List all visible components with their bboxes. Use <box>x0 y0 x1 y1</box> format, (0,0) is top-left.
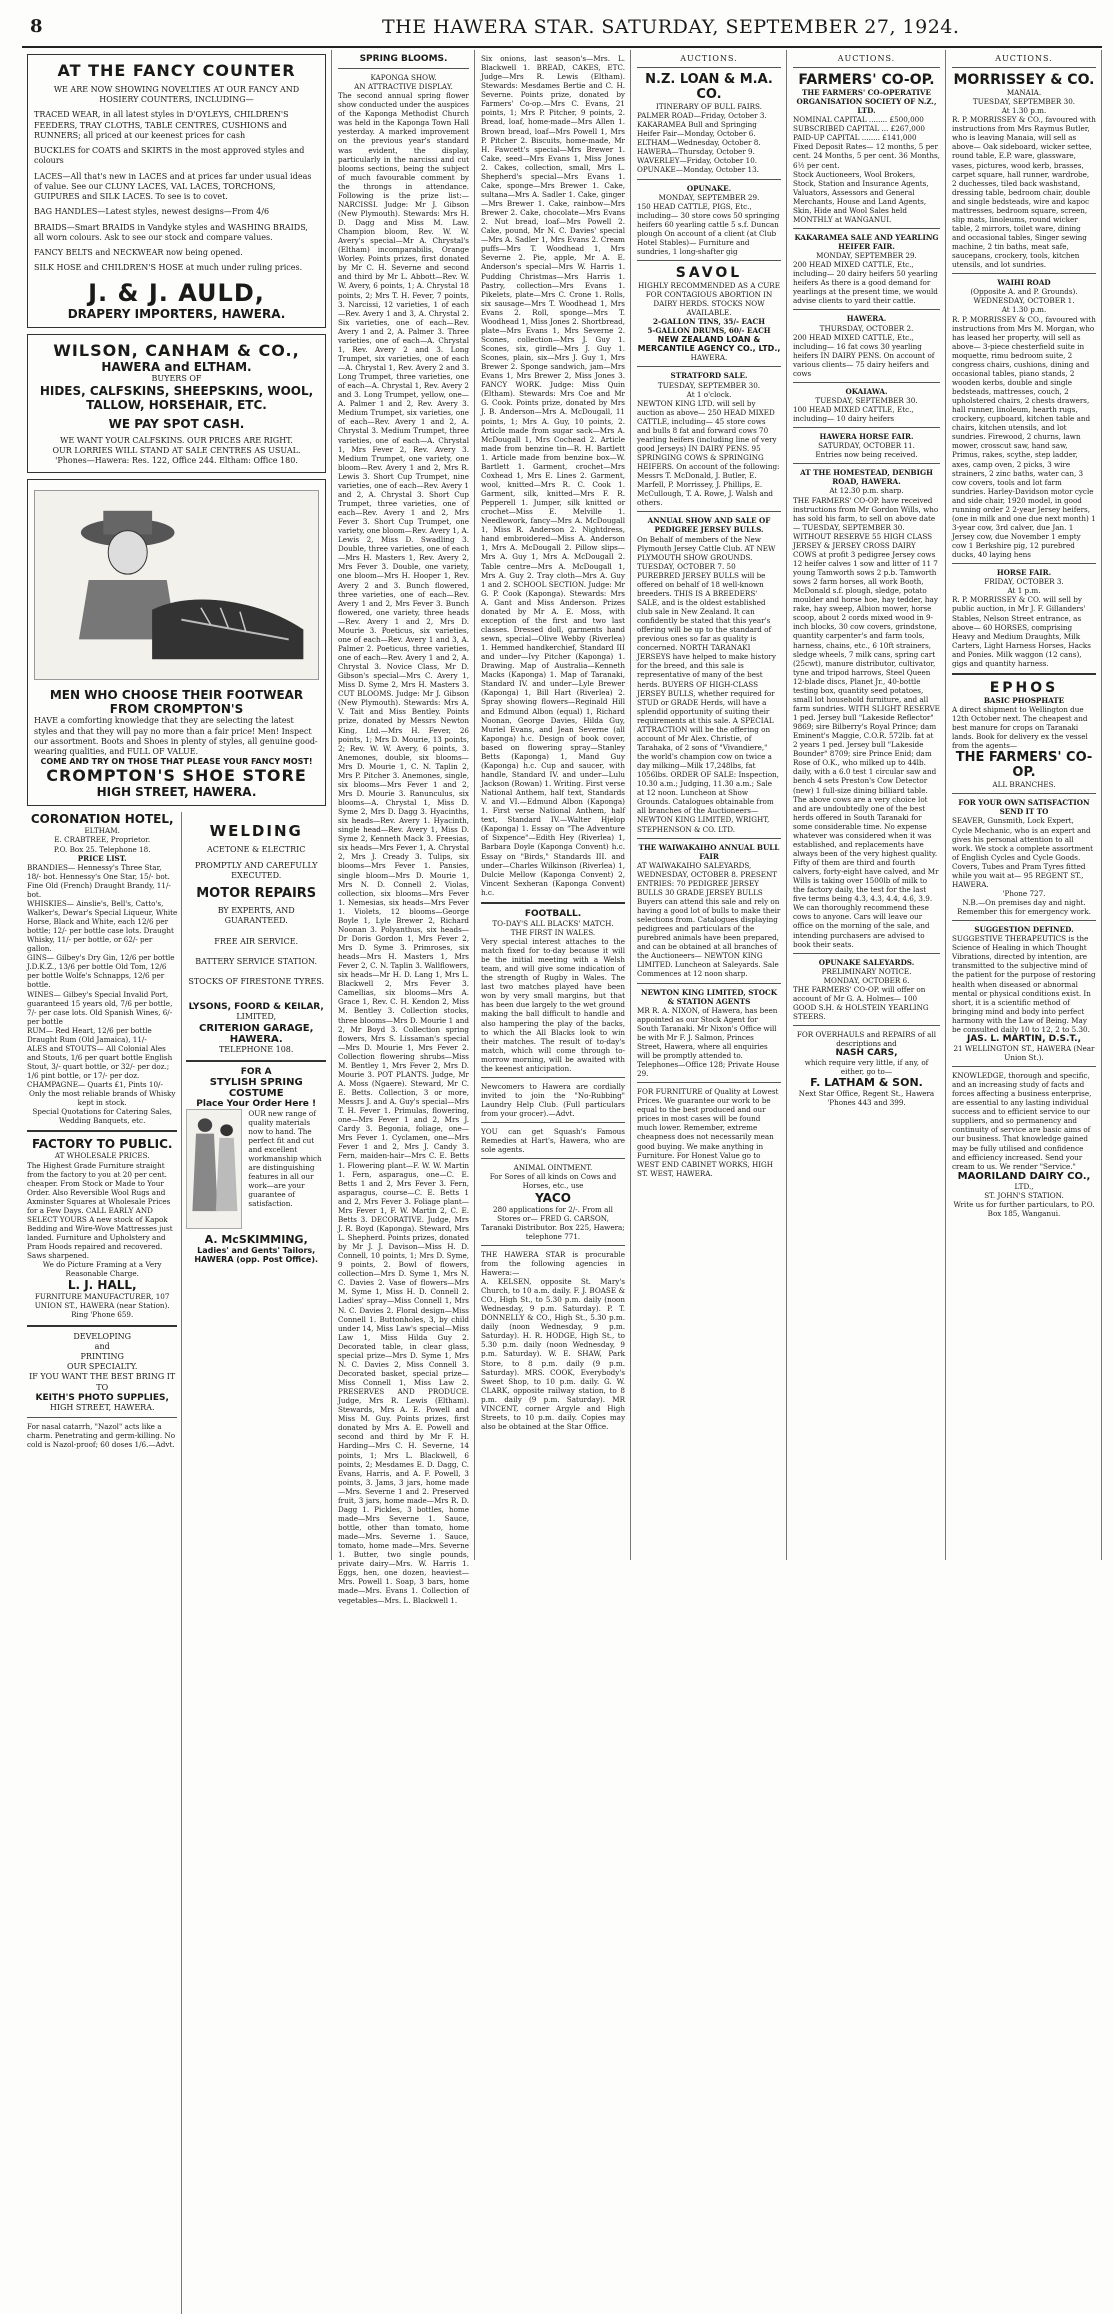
savol-price-2: 5-GALLON DRUMS, 60/- EACH <box>647 326 771 336</box>
savol-body: HIGHLY RECOMMENDED AS A CURE FOR CONTAGIOUS ABORTION IN DAIRY HERDS. STOCKS NOW AVAILABLE. <box>638 281 780 318</box>
opunake-saleyards: OPUNAKE SALEYARDS. <box>818 957 915 967</box>
coronation-whiskies: WHISKIES— Ainslie's, Bell's, Catto's, Walker's, Dewar's Special Liqueur, White Horse, Black and White, each 12/6 per bottle; 12/- per bottle case lots. Draught Whisky, 11/- per bottle, or 62/- per gallon. <box>27 898 178 954</box>
keith-addr: HIGH STREET, HAWERA. <box>49 1402 155 1412</box>
lysons-firm: LYSONS, FOORD & KEILAR, <box>188 1002 324 1013</box>
okaiawa-heading: OKAIAWA. <box>845 386 888 396</box>
maoriland-addr: ST. JOHN'S STATION. <box>984 1190 1064 1200</box>
column-5 <box>788 50 946 1560</box>
furniture-body: FOR FURNITURE of Quality at Lowest Prices. We guarantee our work to be equal to the best produced and our prices in most cases will be found much lower. Remember, extreme cheapness does not necessarily mean good buying. We make anything in Furniture. For Honest Value go to WEST END CABINET WORKS, HIGH ST. WEST, HAWERA. <box>637 1087 779 1178</box>
waihi-body: R. P. MORRISSEY & CO., favoured with instructions from Mrs M. Morgan, who has leased her property, will sell as above— 3-piece chesterfield suite in moquette, rimu bedroom suite, 2 congress chairs, cushions, dining and occasional tables, piano stands, 2 wooden kerbs, double and single bedsteads, mattresses, couch, 2 upholstered chairs, 2 chests drawers, hall runner, linoleum, hearth rugs, crockery, cupboard, kitchen table and chairs, kitchen utensils, and lot sundries. Firewood, 2 churns, lawn mower, crosscut saw, hand saw, Primus, rakes, scythe, step ladder, axes, camp oven, 2 picks, 3 wire strainers, 2 zinc baths, water can, 3 cow covers, tools and lot farm sundries. Harley-Davidson motor cycle and side chair, 1920 model, in good running order 2 2-year Jersey heifers, (one in milk and one due next month) 1 3-year cow, 3rd calver, due Jan. 1 Jersey cow, due November 1 empty cow 1 Berkshire pig, 12 purebred ducks, 40 laying hens <box>952 314 1096 560</box>
star-body: A. KELSEN, opposite St. Mary's Church, to 10 a.m. daily. F. J. BOASE & CO., High St., to 5.30 p.m. daily (noon Wednesday, 9 p.m. Saturday). P. T. DONNELLY & CO., High St., 5.30 p.m. daily (noon Wednesday, 9 p.m. Saturday). H. R. HODGE, High St., to 5.30 p.m. daily (noon Wednesday, 9 p.m. Saturday). W. E. SHAW, Park Store, to 8 p.m. daily (9 p.m. Saturday). MRS. COOK, Everybody's Sweet Shop, to 10 p.m. daily. G. W. CLARK, opposite railway station, to 8 p.m. daily (9 p.m. Saturday). MR VINCENT, corner Argyle and High Streets, to 10 p.m. daily. Copies may also be obtained at the Star Office. <box>481 1276 625 1431</box>
horsefair6-heading: HORSE FAIR. <box>996 568 1052 578</box>
auld-sub: DRAPERY IMPORTERS, HAWERA. <box>67 306 286 321</box>
prelim-body: THE FARMERS' CO-OP. will offer on account of Mr G. A. Holmes— 100 GOOD S.H. & HOLSTEIN YEARLING STEERS. <box>793 984 929 1021</box>
okaiawa-body: 100 HEAD MIXED CATTLE, Etc., including— 10 dairy heifers <box>793 405 914 424</box>
wilson-buyers: BUYERS OF <box>151 373 202 383</box>
costume-place: Place Your Order Here ! <box>196 1098 317 1109</box>
welding-experts: BY EXPERTS, AND GUARANTEED. <box>217 906 295 926</box>
column-3 <box>476 50 631 1560</box>
fancy-heading: AT THE FANCY COUNTER <box>57 61 296 80</box>
annual-heading: ANNUAL SHOW AND SALE OF PEDIGREE JERSEY BULLS. <box>647 516 771 535</box>
column-1a <box>27 812 182 2314</box>
newspaper-title: THE HAWERA STAR. SATURDAY, SEPTEMBER 27, 1924. <box>382 16 960 38</box>
waihi-sub: (Opposite A. and P. Grounds). <box>970 287 1078 297</box>
waihi-date: WEDNESDAY, OCTOBER 1. <box>973 296 1075 306</box>
annual-body: On Behalf of members of the New Plymouth Jersey Cattle Club. AT NEW PLYMOUTH SHOW GROUNDS. TUESDAY, OCTOBER 7. 50 PUREBRED JERSEY BULLS will be offered on behalf of 18 well-known breeders. THIS IS A BREEDERS' SALE, and is the oldest established club sale in New Zealand. It can confidently be stated that this year's offering will be up to the standard of previous ones so far as quality is concerned. NORTH TARANAKI JERSEYS have helped to make history for the breed, and this sale is representative of many of the best herds. BUYERS OF HIGH-CLASS JERSEY BULLS, whether required for STUD or GRADE Herds, will have a splendid opportunity of suiting their requirements at this sale. A SPECIAL ATTRACTION will be the offering on account of Mr Alex. Christie, of Tarahaka, of 2 sons of "Vivandiere," the world's champion cow on twice a day milking—Milk 17,248lbs, fat 1056lbs. ORDER OF SALE: Inspection, 10.30 a.m.; Judging, 11.30 a.m.; Sale at 12 noon. Luncheon at Show Grounds. Catalogues obtainable from all branches of the Auctioneers— NEWTON KING LIMITED, WRIGHT, STEPHENSON & CO. LTD. <box>637 534 779 834</box>
spring-blooms-title: SPRING BLOOMS. <box>359 54 448 64</box>
waihi-time: At 1.30 p.m. <box>1001 305 1047 315</box>
crompton-store: CROMPTON'S SHOE STORE <box>46 766 307 786</box>
column-1 <box>22 50 332 1560</box>
column-4 <box>632 50 787 1560</box>
keith-l2: and <box>94 1341 110 1351</box>
crompton-addr: HIGH STREET, HAWERA. <box>96 785 257 800</box>
welding-title: WELDING <box>209 822 303 841</box>
coronation-brandies: BRANDIES— Hennessy's Three Star, 18/- bot. Hennessy's One Star, 15/- bot. Fine Old (French) Draught Brandy, 11/- bot. <box>27 862 171 899</box>
opunake-body: 150 HEAD CATTLE, PIGS, Etc., including— 30 store cows 50 springing heifers 60 yearling cattle 5 s.f. Duncan plough On account of a client (at Club Hotel Stables)— Furniture and sundries, 1 long-shafter gig <box>637 201 780 256</box>
wilson-cash: WE PAY SPOT CASH. <box>108 416 245 431</box>
keith-l1: DEVELOPING <box>73 1331 132 1341</box>
auctions-title-6: AUCTIONS. <box>995 54 1053 63</box>
kaponga-sub: AN ATTRACTIVE DISPLAY. <box>354 82 453 92</box>
column-1b <box>182 812 326 2314</box>
yaco-body: 280 applications for 2/-. From all Stores or— FRED G. CARSON, Taranaki Distributor. Box 225, Hawera; telephone 771. <box>481 1204 625 1241</box>
coronation-pricelist: PRICE LIST. <box>77 853 127 863</box>
coronation-prop: E. CRABTREE, Proprietor. <box>54 835 151 845</box>
all-branches: ALL BRANCHES. <box>992 780 1056 790</box>
crompton-come: COME AND TRY ON THOSE THAT PLEASE YOUR FANCY MOST! <box>40 757 313 767</box>
fancy-line-4: BAG HANDLES—Latest styles, newest designs—From 4/6 <box>34 207 270 217</box>
nzloan-heading: N.Z. LOAN & M.A. CO. <box>645 72 773 102</box>
knowledge-body: KNOWLEDGE, thorough and specific, and an increasing study of facts and forces affecting a business enterprise, are essential to any lasting individual success and to efficient service to our suppliers, and so permanency and continuity of service are basic aims of our business. That knowledge gained may be fully utilised and confidence and efficiency increased. Send your cream to us. We render "Service." <box>952 1071 1092 1171</box>
stratford-heading: STRATFORD SALE. <box>670 371 748 381</box>
farmers-heading: FARMERS' CO-OP. <box>798 72 935 88</box>
fancy-line-6: FANCY BELTS and NECKWEAR now being opened. <box>34 248 243 258</box>
horsefair-date: SATURDAY, OCTOBER 11. <box>818 441 915 451</box>
suggestion-body: SUGGESTIVE THERAPEUTICS is the Science of Healing in which Thought Vibrations, directed by intention, are transmitted to the subjective mind of the patient for the purpose of restoring health when diseased or abnormal mental or physical conditions exist. In short, it is a scientific method of bringing mind and body into perfect harmony with the Law of Being. May be consulted daily 10 to 12, 2 to 5.30. <box>952 934 1096 1034</box>
kakaramea-heading: KAKARAMEA SALE AND YEARLING HEIFER FAIR. <box>794 232 939 251</box>
mcskimming-sub: Ladies' and Gents' Tailors, HAWERA (opp. Post Office). <box>194 1245 319 1264</box>
star-title: THE HAWERA STAR is procurable from the following agencies in Hawera:— <box>481 1249 625 1277</box>
crompton-caption: MEN WHO CHOOSE THEIR FOOTWEAR FROM CROMPTON'S <box>49 688 304 717</box>
football-body: Very special interest attaches to the match fixed for to-day because it will be the initial meeting with a Welsh team, and will give some indication of the strength of Rugby in Wales. The last two matches played have been won by very small margins, but that has been due largely to the wet ground making the ball difficult to handle and also hampering the play of the backs, to which the All Blacks look to win their matches. The result of to-day's match, which will come through to-morrow morning, will be awaited with the keenest anticipation. <box>481 936 625 1073</box>
keith-firm: KEITH'S PHOTO SUPPLIES, <box>35 1392 169 1403</box>
horsefair-body: Entries now being received. <box>815 450 918 460</box>
masthead <box>22 14 1102 48</box>
farmers-capital: NOMINAL CAPITAL ........ £500,000 SUBSCRIBED CAPITAL ... £267,000 PAID-UP CAPITAL ........ £141,000 <box>793 115 925 143</box>
shoe-illustration <box>34 490 319 680</box>
maoriland-dairy: MAORILAND DAIRY CO., <box>957 1170 1091 1182</box>
nash-cars: NASH CARS, <box>835 1048 898 1059</box>
wilson-sub: HAWERA and ELTHAM. <box>101 359 252 374</box>
bread-cakes-body: Six onions, last season's—Mrs. L. Blackwell 1. BREAD, CAKES, ETC. Judge—Mrs R. Lewis (Eltham). Stewards: Mesdames Bertie and C. H. Severne. Points prize, donated by Farmers' Co-op.—Mrs C. Evans, 21 points, 1; Mrs P. Pitcher, 9 points, 2. Bread, loaf, home-made—Mrs Allen 1. Brown bread, loaf—Mrs Powell 1, Mrs P. Pitcher 2. Biscuits, home-made, Mr H. Fawcett's special—Mrs Brewer 1. Cake, seed—Mrs Evans 1, Miss Jones 2. Cakes, collection, small, Mrs L. Shepherd's special—Mrs Evans 1. Cake, sponge—Mrs Brewer 1. Cake, sultana—Mrs A. Sadler 1. Cake, ginger—Mrs Brewer 1. Cake, rainbow—Mrs Brewer 2. Cake, chocolate—Mrs Evans 2. Nut bread, loaf—Mrs Powell 2. Cake, pound, Mr N. C. Davies' special—Mrs A. Sadler 1, Mrs Evans 2. Cream puffs—Mrs T. Woodhead 1, Mrs Severne 2. Pie, apple, Mr A. E. Anderson's special—Mrs W. Harris 1. Pudding Christmas—Mrs Harris 1. Pastry, collection—Mrs Evans 1. Pikelets, plate—Mrs C. Crone 1. Rolls, six sausage—Mrs T. Woodhead 1, Mrs Evans 2. Roll, sponge—Mrs T. Woodhead 1, Miss Jones 2. Shortbread, plate—Mrs Evans 1, Mrs Severne 2. Scones, collection—Mrs J. Guy 1. Scones, six, girdle—Mrs J. Guy 1. Scones, plain, six—Mrs J. Guy 1, Mrs Brewer 2. Sponge sandwich, jam—Mrs Evans 1, Mrs Brewer 2, Miss Jones 3. FANCY WORK. Judge: Miss Quin (Eltham). Stewards: Mrs Coe and Mr G. Cook. Points prize, donated by Mrs J. B. Anderson—Mrs A. McDougall, 11 points, 1; Mrs A. Guy, 10 points, 2. Article made from sugar sack—Mrs A. McDougall 1, Mrs Cochead 2. Article made from benzine tin—R. H. Bartlett 1. Article made from benzine box—W. Bartlett 1. Garment, crochet—Mrs Coxhead 1, Mrs E. Lines 2. Garment, wool, knitted—Mrs R. C. Cook 1. Garment, silk, knitted—Mrs F. R. Pepperell 1. Jumper, silk knitted or crochet—Miss E. Melville 1. Needlework, fancy—Mrs A. McDougall 1, Miss R. Anderson 2. Nightdress, hand embroidered—Miss A. Anderson 1, Mrs A. McDougall 2. Pillow slips—Mrs A. Guy 1, Mrs A. McDougall 2. Table centre—Mrs A. McDougall 1, Mrs A. Guy 2. Tray cloth—Mrs A. Guy 1 and 2. SCHOOL SECTION. Judge: Mr G. P. Cook (Kaponga). Stewards: Mrs A. Gant and Miss Anderson. Prizes donated by Mr A. E. Moss, with exception of the first and two last classes. Dressed doll, garments hand sewn, special—Olive Webby (Riverlea) 1. Hemmed handkerchief, Standard III and under—Ivy Pitcher (Kaponga) 1. Drawing. Map of Australia—Kenneth Macks (Kaponga) 1. Map of Taranaki, Standard IV. and under—Lyle Brewer (Kaponga) 1, Bill Hart (Riverlea) 2. Spray showing flowers—Reginald Hill and Edmund Albon (equal) 1, Richard Noonan, George Davies, Hilda Guy, Muriel Evans, and Jean Severne (all Kaponga) h.c. Design of book cover, based on flowering spray—Stanley Betts (Kaponga) 1, Mand Guy (Kaponga) h.c. Cup and saucer, with handle, Standard IV. and under—Lulu Jackson (Rowan) 1. Writing. First verse National Anthem, half text, Standards V. and VI.—Edmund Albon (Kaponga) 1. First verse National Anthem, half text, Standard IV.—Walter Hjelop (Kaponga) 1. Essay on "The Adventure of Sixpence"—Edith Hey (Riverlea) 1, Barbara Doyle (Kaponga Convent) h.c. Essay on "Birds," Standards III. and under—Charles Wilkinson (Riverlea) 1, Dulcie Mellow (Kaponga Convent) 2, Vincent Sexheran (Kaponga Convent) h.c. <box>481 54 625 897</box>
seaver-body: SEAVER, Gunsmith, Lock Expert, Cycle Mechanic, who is an expert and gives his personal attention to all work. We stock a complete assortment of English Cycles and Cycle Goods. Covers, Tubes and Pram Tyres fitted while you wait at— 95 REGENT ST., HAWERA. <box>952 816 1093 889</box>
yaco: YACO <box>535 1190 571 1205</box>
seaver-note: N.B.—On premises day and night. Remember this for emergency work. <box>957 898 1091 917</box>
football-sub1: TO-DAY'S ALL BLACKS' MATCH. <box>492 918 614 928</box>
ephos-sub: BASIC PHOSPHATE <box>983 695 1065 705</box>
coronation-only: Only the most reliable brands of Whisky kept in stock. <box>28 1089 176 1108</box>
maoriland-ltd: LTD., <box>1014 1181 1034 1191</box>
stratford-body: NEWTON KING LTD. will sell by auction as above— 250 HEAD MIXED CATTLE, including— 45 store cows and bulls 8 fat and forward cows 70 yearling heifers (including line of very good Jerseys) IN DAIRY PENS. 95 SPRINGING COWS & SPRINGING HEIFERS. On account of the following: Messrs T. McDonald, J. Butler, E. Marfell, P. Morrissey, J. Phillips, E. McCullough, T. A. Rowe, J. Walsh and others. <box>637 398 780 508</box>
opunake-date: MONDAY, SEPTEMBER 29. <box>658 192 760 202</box>
fancy-line-1: TRACED WEAR, in all latest styles in D'OYLEYS, CHILDREN'S FEEDERS, TRAY CLOTHS, TABLE CENTRES, CUSHIONS and RUNNERS; all priced at our keenest prices for cash <box>34 110 289 140</box>
coronation-title: CORONATION HOTEL, <box>30 812 174 827</box>
hawera-date: THURSDAY, OCTOBER 2. <box>819 323 914 333</box>
farmers-deposits: Fixed Deposit Rates— 12 months, 5 per cent. 24 Months, 5 per cent. 36 Months, 6½ per cent. <box>793 142 940 170</box>
coronation-place: ELTHAM. <box>84 826 120 836</box>
kakaramea-date: MONDAY, SEPTEMBER 29. <box>816 251 917 261</box>
costume-heading: STYLISH SPRING COSTUME <box>209 1076 303 1099</box>
itinerary-body: PALMER ROAD—Friday, October 3. KAKARAMEA Bull and Springing Heifer Fair—Monday, October 6. ELTHAM—Wednesday, October 8. HAWERA—Thursday, October 9. WAVERLEY—Friday, October 10. OPUNAKE—Monday, October 13. <box>637 111 767 175</box>
crompton-body: HAVE a comforting knowledge that they are selecting the latest styles and that they will pay no more than a fair price! Men! Inspect our assortment. Boots and Shoes in plenty of styles, all genuine good-wearing qualities, and FULL OF VALUE. <box>34 716 318 757</box>
costume-body: OUR new range of quality materials now to hand. The perfect fit and cut and excellent workmanship which are distinguishing features in all our work—are your guarantee of satisfaction. <box>248 1108 322 1209</box>
auctions-title-5: AUCTIONS. <box>837 54 896 63</box>
hall-firm: L. J. HALL, <box>67 1278 137 1293</box>
satisfaction-heading: FOR YOUR OWN SATISFACTION SEND IT TO <box>958 798 1090 817</box>
nazol-ad: For nasal catarrh, "Nazol" acts like a charm. Penetrating and germ-killing. No cold is Nazol-proof; 60 doses 1/6.—Advt. <box>27 1422 176 1450</box>
crompton-ad <box>27 479 326 806</box>
wilson-canham-ad <box>27 334 326 474</box>
squash-note: YOU can get Squash's Famous Remedies at Hart's, Hawera, who are sole agents. <box>481 1127 625 1155</box>
wilson-l2: OUR LORRIES WILL STAND AT SALE CENTRES AS USUAL. <box>52 445 301 455</box>
homestead-body: THE FARMERS' CO-OP. have received instructions from Mr Gordon Wills, who has sold his farm, to sell on above date— TUESDAY, SEPTEMBER 30. WITHOUT RESERVE 55 HIGH CLASS JERSEY & JERSEY CROSS DAIRY COWS at profit 3 pedigree Jersey cows 12 heifer calves 1 sow and litter of 11 7 young Tamworth sows 2 p.b. Tamworth sows 2 farm horses, all work Booth, McDonald s.f. plough, sledge, potato moulder and horse hoe, hay tedder, hay rake, hay sweep, Albion mower, horse scoop, about 2 cords mixed wood in 9-inch blocks, 30 cow covers, grindstone, quantity carpenter's and farm tools, harness, chains, etc., 6 10ft strainers, sledge wheels, 7 milk cans, spring cart (25cwt), manure distributor, cultivator, tyne and tripod harrows, Steel Queen 12-blade discs, Planet Jr., 40-bottle testing box, quantity seed potatoes, small lot household furniture, and all farm sundries. WITH SLIGHT RESERVE 1 ped. Jersey bull "Lakeside Reflector" 9869; sire Bilberry's Royal Prince; dam Eminent's Maggie, C.O.R. 572lb. fat at 2 years 1 ped. Jersey bull "Lakeside Bounder" 8709; sire Prince Enid; dam Rose of O.K., who milked up to 44lb. daily, with a 6.0 test 1 circular saw and bench 4 sets Preston's Cow Detector (new) 1 full-size dining billiard table. The above cows are a very choice lot and are undoubtedly one of the best herds offered in South Taranaki for some considerable time. No expense whatever was considered when it was established, and replacements have always been of the very highest quality. Fifty of them are third and fourth calvers, forty-eight have calved, and Mr Wills is taking over 1500lb of milk to the factory daily, the test for the last five terms being 4.3, 4.3, 4.4, 4.6, 3.9. We can thoroughly recommend these cows to anyone. Cars will leave our office on the morning of the sale, and intending purchasers are advised to book their seats. <box>793 495 940 949</box>
latham-addr: Next Star Office, Regent St., Hawera 'Phones 443 and 399. <box>798 1089 935 1108</box>
hawera-body: 200 HEAD MIXED CATTLE, Etc., including— 16 fat cows 30 yearling heifers IN DAIRY PENS. On account of various clients— 75 dairy heifers and cows <box>793 332 935 378</box>
kakaramea-body: 200 HEAD MIXED CATTLE, Etc., including— 20 dairy heifers 50 yearling heifers As there is a good demand for yearlings at the present time, we would advise clients to yard their cattle. <box>793 260 938 306</box>
maoriland-write: Write us for further particulars, to P.O. Box 185, Wanganui. <box>953 1199 1095 1218</box>
keith-l4: OUR SPECIALTY. <box>66 1362 138 1372</box>
ointment-title: ANIMAL OINTMENT. <box>513 1163 593 1173</box>
welding-battery: BATTERY SERVICE STATION. <box>195 956 318 966</box>
keith-l3: PRINTING <box>80 1351 124 1361</box>
horsefair6-date: FRIDAY, OCTOBER 3. <box>984 577 1064 587</box>
factory-pic: We do Picture Framing at a Very Reasonable Charge. <box>42 1260 162 1279</box>
football-sub2: THE FIRST IN WALES. <box>510 927 596 937</box>
hall-addr: FURNITURE MANUFACTURER, 107 UNION ST., HAWERA (near Station). Ring 'Phone 659. <box>34 1292 170 1320</box>
horsefair6-body: R. P. MORRISSEY & CO. will sell by public auction, in Mr J. F. Gillanders' Stables, Nelson Street entrance, as above— 60 HORSES, comprising Heavy and Medium Draughts, Milk Carters, Light Harness Horses, Hacks and Ponies. Milk waggon (12 cans), gigs and quantity harness. <box>952 595 1091 668</box>
column-1-lower <box>27 812 326 2314</box>
fancy-line-5: BRAIDS—Smart BRAIDS in Vandyke styles and WASHING BRAIDS, all worn colours. Ask to see our stock and compare values. <box>34 222 308 242</box>
hawera-heading: HAWERA. <box>846 314 887 324</box>
homestead-heading: AT THE HOMESTEAD, DENBIGH ROAD, HAWERA. <box>800 468 933 487</box>
welding-sub: ACETONE & ELECTRIC <box>206 845 306 855</box>
manaia-heading: MANAIA. <box>1006 88 1042 97</box>
criterion-garage: CRITERION GARAGE, HAWERA. <box>198 1022 314 1045</box>
martin-addr: 21 WELLINGTON ST., HAWERA (Near Union St.). <box>953 1043 1095 1062</box>
spring-blooms-body: The second annual spring flower show conducted under the auspices of the Kaponga Methodist Church was held in the Kaponga Town Hall yesterday. A marked improvement on the previous year's standard was evident, the display, particularly in the narcissi and cut blooms sections, being the subject of much favourable comment by the throngs in attendance. Following is the prize list:— NARCISSI. Judge: Mr J. Gibson (New Plymouth). Stewards: Mrs H. D. Dagg and Miss M. Law. Champion bloom, Rev. W. W. Avery's special—Mr A. Chrystal's (Eltham) incomparabilis, Orange Worley. Points prizes, first donated by Mr C. H. Severne and second and third by Mr L. Abbott—Rev. W. W. Avery, 6 points, 1; A. Chrystal 18 points, 2; Mrs T. H. Fever, 7 points, 3. Narcissi, 12 varieties, 1 of each—Rev. Avery 1 and 3, A. Chrystal 2. Six varieties, one of each—Rev. Avery 1 and 2, A. Palmer 3. Three varieties, one of each—A. Chrystal 1, Rev. Avery 2 and 3. Long Trumpet, six varieties, one of each—A. Chrystal 1, Rev. Avery 2 and 3. Long Trumpet, three varieties, one of each—A. Chrystal 1, Rev. Avery 2 and 3. Long Trumpet, yellow, one—A. Palmer 1 and 2, Rev. Avery 3. Medium Trumpet, six varieties, one of each—Rev. Avery 1 and 2, A. Chrystal 3. Medium Trumpet, three varieties, one of each—A. Chrystal 1, Mrs Fever 2, Rev. Avery 3. Medium Trumpet, one variety, one bloom—Rev. Avery 1 and 2, Mrs R. Lewis 3. Short Cup Trumpet, nine varieties, one of each—Rev. Avery 1 and 2, A. Chrystal 3. Short Cup Trumpet, three varieties, one of each—Rev. Avery 1 and 2, Mrs Fever 3. Short Cup Trumpet, one variety, one bloom—Rev. Avery 1, A. Lewis 2, Miss D. Swadling 3. Double, three varieties, one of each—Mrs H. Masters 1, Rev. Avery 2, Mrs Fever 3. Double, one variety, one bloom—Mrs H. Hooper 1, Rev. Avery 2 and 3. Bunch flowered, three varieties, one of each—Rev. Avery 1 and 2, Mrs Fever 3. Bunch flowered, one variety, three heads—Rev. Avery 1 and 2, Mrs D. Mourie 3. Poeticus, six varieties, one of each—Rev. Avery 1 and 3, A. Palmer 2. Poeticus, three varieties, one of each—Rev. Avery 1 and 2, A. Chrystal 3. Novice Class, Mr D. Gibson's special—Mrs C. Avery 1, Miss D. Syme 2, Mrs H. Masters 3. CUT BLOOMS. Judge: Mr J. Gibson (New Plymouth). Stewards: Mrs A. V. Tait and Miss Bentley. Points prize, donated by Messrs Newton King, Ltd.—Mrs H. Fever, 26 points, 1; Mrs D. Mourie, 13 points, 2; Rev. W. W. Avery, 6 points, 3. Anemones, double, six blooms—Mrs D. Mourie 1, C. N. Taplin 2, Mrs P. Pitcher 3. Anemones, single, six blooms—Mrs Fever 1 and 2, Mrs D. Mourie 3. Ranunculus, six blooms—A. Chrystal 1, Miss D. Syme 2, Mrs D. Dagg 3. Hyacinths, six heads—Rev. Avery 1. Hyacinth, single head—Rev. Avery 1, Miss D. Syme 2, Kenneth Mack 3. Freesias, six heads—Mrs Fever 1, A. Chrystal 2, Mrs J. Cready 3. Tulips, six blooms—Mrs Fever 1. Pansies, single bloom—Mrs D. Mourie 1, Mrs N. D. Connell 2. Violas, collection, six blooms—Mrs Fever 1. Nemesias, six heads—Mrs Fever 1. Violets, 12 blooms—George Boyle 1, Lyle Brewer 2, Richard Noonan 3. Polyanthus, six heads—Dr Doris Gordon 1, Mrs Fever 2, Mrs D. Syme 3. Primroses, six heads—Mrs H. Masters 1, Mrs Fever 2, C. N. Taplin 3. Wallflowers, six heads—Mr H. D. Lang 1, Mrs L. Blackwell 2, Mrs Fever 3. Camellias, six blooms—Mrs A. Grace 1, Rev. C. H. Kendon 2, Miss M. Bentley 3. Collection stocks, three blooms—Mrs D. Mourie 1 and 2, Mr Boyd 3. Collection spring flowers, Mrs S. Lissaman's special—Mrs D. Mourie 1, Mrs Fever 2. Collection flowering shrubs—Miss M. Bentley 1, Mrs Fever 2, Mrs D. Mourie 3. POT PLANTS. Judge, Mr A. Moss (Ngaere). Steward, Mr C. E. Betts. Collection, 3 or more, Messrs J. and A. Guy's special—Mrs T. H. Fever 1. Primulas, flowering, one—Mrs Fever 1 and 2, Mrs J. Cardy 3. Begonia, foliage, one—Mrs Fever 1. Cyclamen, one—Mrs Fever 1 and 2, Mrs J. Candy 3. Fern, maiden-hair—Mrs C. E. Betts 1. Flowering plant—F. W. W. Martin 1. Fern, asparagus, one—C. E. Betts 1 and 2, Mrs Fever 3. Fern, asparagus, course—C. E. Betts 1 and 2, Mrs Fever 3. Foliage plant—Mrs Fever 1, F. W. Martin 2, C. E. Betts 3. DECORATIVE. Judge, Mrs J. R. Boyd (Kaponga). Steward, Mrs L. Shepherd. Points prizes, donated by Mr J. J. Davison—Miss H. D. Connell, 10 points, 1; Mrs D. Syme, 9 points, 2. Bowl of flowers, collection—Mrs D. Syme 1, Mrs N. C. Davies 2. Vase of flowers—Mrs M. Syme 1, Miss H. D. Connell 2. Ladies' spray—Miss Connell 1, Mrs N. C. Davies 2. Floral design—Miss Connell 1. Buttonholes, 3, by child under 14, Miss Law's special—Miss Law 1, Miss Hilda Guy 2. Decorated table, in clear glass, special prize—Mrs D. Syme 1, Mrs N. C. Davies 2, Miss Connell 3. Decorated basket, special prize—Miss Connell 1, Miss Law 2. PRESERVES AND PRODUCE. Judge, Mrs R. Lewis (Eltham). Stewards, Mrs A. E. Powell and Miss M. Guy. Points prizes, first donated by Mrs A. E. Powell and second and third by Mr F. H. Harding—Mrs C. H. Severne, 14 points, 1; Mrs L. Blackwell, 6 points, 2; Mesdames E. D. Dagg, C. Evans, Harris, and A. F. Powell, 3 points, 3. Jams, 3 jars, home made—Mrs. Severne 1 and 2. Preserved fruit, 3 jars, home made—Mrs R. D. Dagg 1. Pickles, 3 bottles, home made—Mrs Severne 1. Sauce, bottle, other than tomato, home made—Mrs. Severne 1. Sauce, tomato, home made—Mrs. Severne 1. Butter, two single pounds, private dairy—Mrs. W. Harris 1. Eggs, hen, one dozen, heaviest—Mrs. Powell 1. Soap, 3 bars, home made—Mrs. Evans 1. Collection of vegetables—Mrs. L. Blackwell 1. <box>338 91 469 1605</box>
column-2 <box>333 50 475 1605</box>
farmers-agents: Stock Auctioneers, Wool Brokers, Stock, Station and Insurance Agents, Valuators, Assessors and General Merchants, House and Land Agents, Skin, Hide and Wool Sales held MONTHLY at WANGANUI. <box>793 169 929 224</box>
wilson-l1: WE WANT YOUR CALFSKINS. OUR PRICES ARE RIGHT. <box>60 435 293 445</box>
prelim-date: MONDAY, OCTOBER 6. <box>823 975 910 985</box>
wilson-phones: 'Phones—Hawera: Res. 122, Office 244. Eltham: Office 180. <box>55 456 298 466</box>
nash-body: which require very little, if any, of either, go to— <box>804 1058 929 1077</box>
farmers-sub: THE FARMERS' CO-OPERATIVE ORGANISATION SOCIETY OF N.Z., LTD. <box>796 88 937 116</box>
stratford-time: At 1 o'clock. <box>686 389 732 399</box>
kaponga-show: KAPONGA SHOW. <box>370 73 437 82</box>
martin-name: JAS. L. MARTIN, D.S.T., <box>966 1033 1082 1044</box>
coronation-pobox: P.O. Box 25. Telephone 18. <box>53 844 151 854</box>
seaver-phone: 'Phone 727. <box>1002 888 1046 898</box>
okaiawa-date: TUESDAY, SEPTEMBER 30. <box>815 395 918 405</box>
ointment-body: For Sores of all kinds on Cows and Horses, etc., use <box>489 1172 617 1191</box>
factory-heading: FACTORY TO PUBLIC. <box>31 1137 173 1152</box>
nixon-body: MR R. A. NIXON, of Hawera, has been appointed as our Stock Agent for South Taranaki. Mr Nixon's Office will be with Mr F. J. Salmon, Princes Street, Hawera, where all enquiries will be promptly attended to. Telephones—Office 128; Private House 29. <box>637 1005 780 1079</box>
page-number: 8 <box>30 16 43 37</box>
auctions-title-4: AUCTIONS. <box>680 54 738 63</box>
auld-firm: J. & J. AULD, <box>88 278 265 307</box>
coronation-special: Special Quotations for Catering Sales, Wedding Banquets, etc. <box>32 1107 173 1126</box>
opunake-heading: OPUNAKE. <box>686 183 732 193</box>
itinerary-heading: ITINERARY OF BULL FAIRS. <box>656 102 762 111</box>
mcskimming-firm: A. McSKIMMING, <box>204 1232 308 1246</box>
savol-price-1: 2-GALLON TINS, 35/- EACH <box>652 317 766 327</box>
savol-heading: SAVOL <box>675 265 743 281</box>
latham-firm: F. LATHAM & SON. <box>810 1076 923 1090</box>
column-6 <box>947 50 1102 1560</box>
nz-agency: NEW ZEALAND LOAN & MERCANTILE AGENCY CO., LTD., <box>637 335 781 354</box>
ephos-body: A direct shipment to Wellington due 12th October next. The cheapest and best manure for crops on Taranaki lands. Book for delivery ex the vessel from the agents— <box>952 704 1088 751</box>
farmers-coop-6: THE FARMERS' CO-OP. <box>955 750 1093 781</box>
nz-agency-place: HAWERA. <box>690 353 728 363</box>
manaia-body: R. P. MORRISSEY & CO., favoured with instructions from Mrs Raymus Butler, who is leaving Manaia, will sell as above— Oak sideboard, wicker settee, round table, E.P. ware, glassware, vases, pictures, wood kerb, brasses, carpet square, hall runner, wardrobe, 2 duchesses, tiled back washstand, dressing table, bedroom chair, double and single bedsteads, wire and kapoc mattresses, bedroom square, screen, slip mats, linoleums, round wicker table, 2 mirrors, toilet ware, dining and occasional tables, Singer sewing machine, 2 tin baths, meat safe, saucepans, crockery, tools, kitchen utensils, and lot sundries. <box>952 115 1096 270</box>
keith-l5: IF YOU WANT THE BEST BRING IT TO <box>29 1372 176 1392</box>
welding-exec: PROMPTLY AND CAREFULLY EXECUTED. <box>194 860 318 880</box>
wilson-items: HIDES, CALFSKINS, SHEEPSKINS, WOOL, TALLOW, HORSEHAIR, ETC. <box>39 383 314 412</box>
welding-stocks: STOCKS OF FIRESTONE TYRES. <box>188 977 325 987</box>
manaia-time: At 1.30 p.m. <box>1001 106 1047 116</box>
fancy-counter-ad <box>27 54 326 328</box>
horsefair6-time: At 1 p.m. <box>1007 586 1041 596</box>
lysons-tel: TELEPHONE 108. <box>218 1044 294 1054</box>
motor-repairs: MOTOR REPAIRS <box>196 886 317 902</box>
coronation-champagne: CHAMPAGNE— Quarts £1, Pints 10/- <box>27 1080 163 1090</box>
waiwakaiho-body: AT WAIWAKAIHO SALEYARDS, WEDNESDAY, OCTOBER 8. PRESENT ENTRIES: 70 PEDIGREE JERSEY BULLS 30 GRADE JERSEY BULLS Buyers can attend this sale and rely on having a good lot of bulls to make their selections from. Catalogues displaying pedigrees and particulars of the purebred animals have been prepared, and can be obtained at all branches of the Auctioneers— NEWTON KING LIMITED. Luncheon at Saleyards. Sale Commences at 12 noon sharp. <box>637 860 781 979</box>
homestead-time: At 12.30 p.m. sharp. <box>829 486 904 496</box>
waihi-heading: WAIHI ROAD <box>997 278 1051 288</box>
fancy-line-2: BUCKLES for COATS and SKIRTS in the most approved styles and colours <box>34 146 305 166</box>
waiwakaiho-heading: THE WAIWAKAIHO ANNUAL BULL FAIR <box>638 842 780 861</box>
wilson-heading: WILSON, CANHAM & CO., <box>53 340 300 360</box>
costume-for: FOR A <box>240 1066 272 1077</box>
overhauls-text: FOR OVERHAULS and REPAIRS of all descriptions and <box>796 1030 937 1049</box>
fancy-line-3: LACES—All that's new in LACES and at prices far under usual ideas of value. See our CLUNY LACES, VAL LACES, TORCHONS, GUIPURES and SILK LACES. To see is to covet. <box>34 171 312 202</box>
suggestion-heading: SUGGESTION DEFINED. <box>974 925 1074 935</box>
manaia-date: TUESDAY, SEPTEMBER 30. <box>972 97 1076 107</box>
welding-air: FREE AIR SERVICE. <box>214 936 299 946</box>
factory-sub: AT WHOLESALE PRICES. <box>54 1151 150 1161</box>
horsefair-heading: HAWERA HORSE FAIR. <box>819 432 914 442</box>
stratford-date: TUESDAY, SEPTEMBER 30. <box>657 380 761 390</box>
fancy-line-0: WE ARE NOW SHOWING NOVELTIES AT OUR FANCY AND HOSIERY COUNTERS, INCLUDING— <box>53 85 300 105</box>
factory-body: The Highest Grade Furniture straight from the factory to you at 20 per cent. cheaper. From Stock or Made to Your Order. Also Reversible Wool Rugs and Axminster Squares at Wholesale Prices for a Few Days. CALL EARLY AND SELECT YOURS A new stock of Kapok Bedding and Wire-Wove Mattresses just landed. Furniture and Upholstery and Pram Hoods repaired and recovered. Saws sharpened. <box>27 1160 173 1261</box>
football-title: FOOTBALL. <box>524 908 582 919</box>
newtonking-heading: NEWTON KING LIMITED, STOCK & STATION AGENTS <box>641 987 777 1006</box>
coronation-ales: ALES and STOUTS— All Colonial Ales and Stouts, 1/6 per quart bottle English Stout, 3/- quart bottle, or 32/- per doz.; 1/6 pint bottle, or 17/- per doz. <box>27 1043 173 1081</box>
morrissey-heading: MORRISSEY & CO. <box>953 72 1095 88</box>
fancy-line-7: SILK HOSE and CHILDREN'S HOSE at much under ruling prices. <box>34 263 303 273</box>
coronation-gins: GINS— Gilbey's Dry Gin, 12/6 per bottle J.D.K.Z., 13/6 per bottle Old Tom, 12/6 per bottle Wolfe's Schnapps, 12/6 per bottle. <box>27 953 175 990</box>
coronation-wines: WINES— Gilbey's Special Invalid Port, guaranteed 15 years old, 7/6 per bottle, 7/- per case lots. Old Spanish Wines, 6/- per bottle <box>27 989 173 1026</box>
newcomers-note: Newcomers to Hawera are cordially invited to join the "No-Rubbing" Laundry Help Club. (Full particulars from your grocer).—Advt. <box>481 1081 625 1119</box>
coronation-rum: RUM— Red Heart, 12/6 per bottle Draught Rum (Old Jamaica), 11/- <box>27 1025 152 1044</box>
lysons-ltd: LIMITED, <box>236 1012 277 1022</box>
ladies-illustration <box>186 1109 242 1229</box>
ephos-heading: EPHOS <box>989 679 1059 696</box>
prelim-notice: PRELIMINARY NOTICE. <box>821 966 912 976</box>
